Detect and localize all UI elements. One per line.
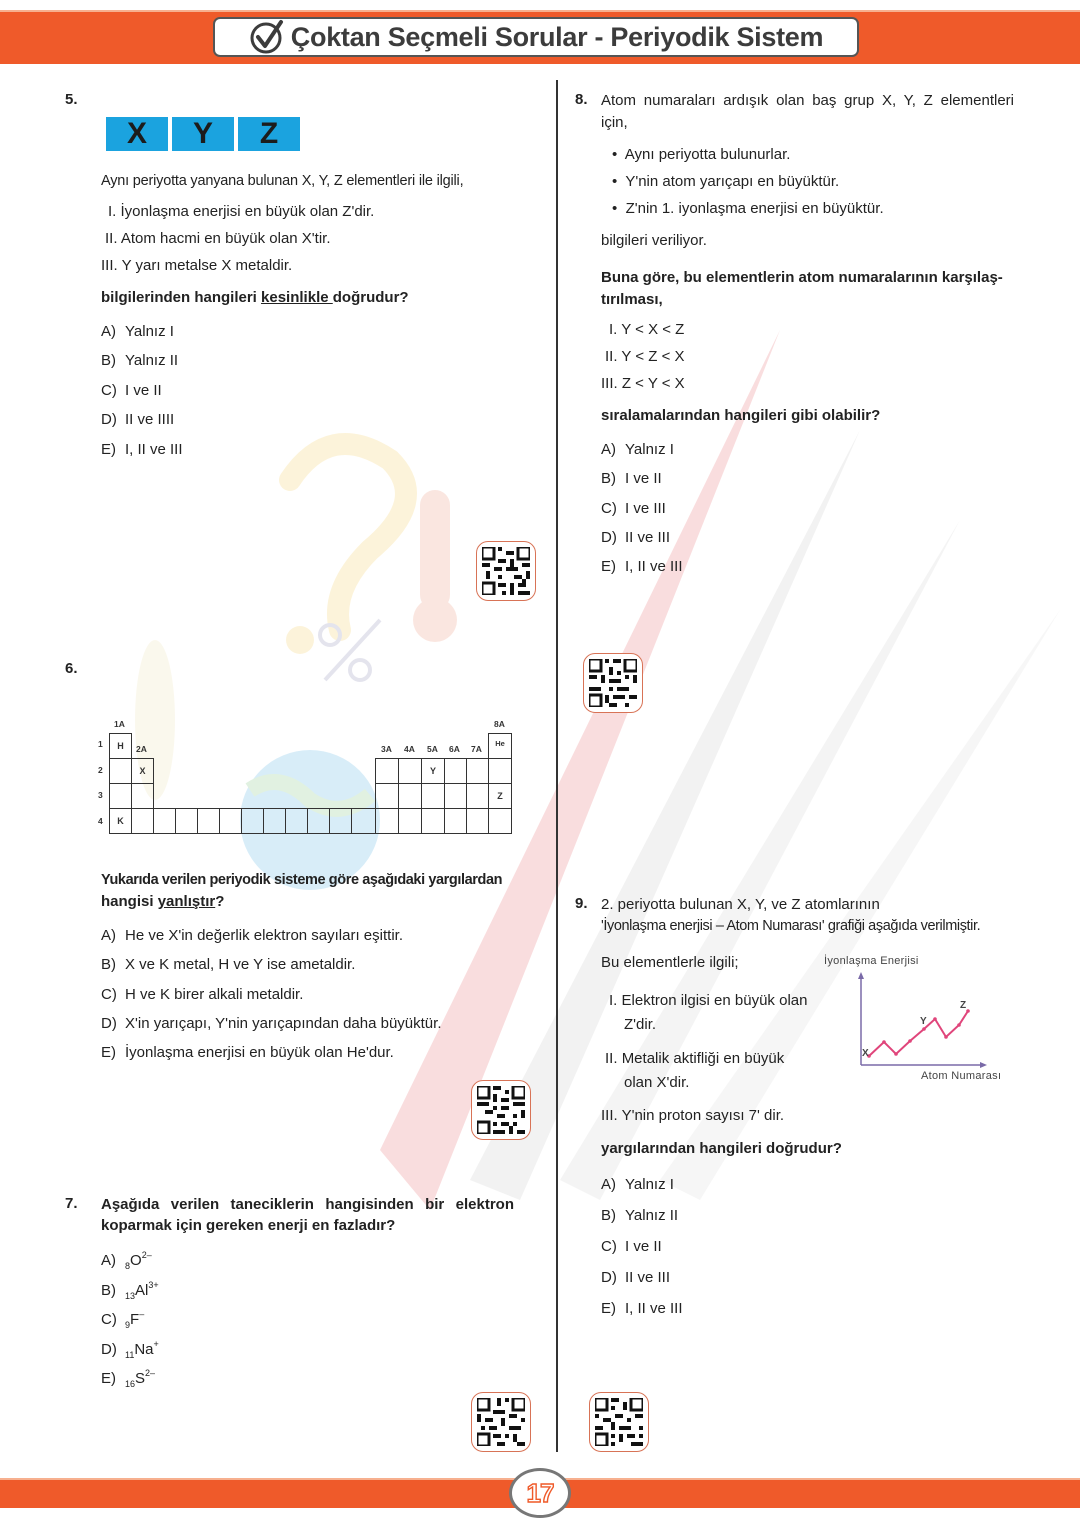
group-label: 7A	[471, 744, 482, 754]
qr-code-icon	[589, 659, 637, 707]
cell	[398, 758, 422, 784]
cell	[109, 758, 132, 784]
cell	[466, 758, 489, 784]
statement-1: I. Elektron ilgisi en büyük olan	[609, 992, 808, 1009]
question-intro: Aynı periyotta yanyana bulunan X, Y, Z elementleri ile ilgili,	[101, 173, 464, 189]
option-e[interactable]: E) I, II ve III	[101, 441, 183, 458]
element-box-y: Y	[172, 117, 234, 151]
bullet-icon: •	[612, 200, 618, 217]
cell-h: H	[109, 733, 132, 759]
group-label: 1A	[114, 719, 125, 729]
chart-xlabel: Atom Numarası	[921, 1070, 1002, 1082]
point-label-x: X	[862, 1048, 869, 1059]
question-stem-line2: hangisi yanlıştır?	[101, 893, 225, 910]
page-number: 17	[526, 1477, 554, 1508]
question-stem: bilgilerinden hangileri kesinlikle doğrudur?	[101, 289, 409, 306]
statement-3	[101, 257, 292, 274]
group-label: 6A	[449, 744, 460, 754]
cell	[444, 808, 467, 834]
element-box-z: Z	[238, 117, 300, 151]
option-d[interactable]: D) X'in yarıçapı, Y'nin yarıçapından daha büyüktür.	[101, 1015, 442, 1032]
cell-he: He	[488, 733, 512, 759]
option-b[interactable]: B) I ve II	[601, 470, 662, 487]
option-c[interactable]: C) I ve II	[601, 1238, 662, 1255]
option-a[interactable]: A) He ve X'in değerlik elektron sayıları eşittir.	[101, 927, 403, 944]
cell	[488, 808, 512, 834]
option-d[interactable]: D) II ve IIII	[101, 411, 175, 428]
option-e[interactable]: E) I, II ve III	[601, 1300, 683, 1317]
emphasis: kesinlikle	[261, 289, 333, 306]
cell	[444, 783, 467, 809]
option-c[interactable]: C) H ve K birer alkali metaldir.	[101, 986, 304, 1003]
ionization-energy-chart	[850, 968, 1000, 1073]
question-intro-line2: 'İyonlaşma enerjisi – Atom Numarası' grafiği aşağıda verilmiştir.	[601, 918, 981, 934]
option-c[interactable]: C) I ve III	[601, 500, 666, 517]
cell	[109, 783, 132, 809]
question-intro-line1: 2. periyotta bulunan X, Y, ve Z atomlarının	[601, 896, 880, 913]
qr-code-icon	[477, 1086, 525, 1134]
cell	[131, 808, 154, 834]
qr-code[interactable]	[589, 1392, 649, 1452]
question-number: 5.	[65, 91, 78, 108]
lead-text: Bu elementlerle ilgili;	[601, 954, 739, 971]
cell	[398, 808, 422, 834]
cell	[153, 808, 176, 834]
group-label: 3A	[381, 744, 392, 754]
cell	[219, 808, 242, 834]
qr-code[interactable]	[471, 1080, 531, 1140]
statement-3: III. Z < Y < X	[601, 375, 685, 392]
option-a[interactable]: A) Yalnız I	[101, 323, 174, 340]
option-b[interactable]: B) Yalnız II	[601, 1207, 679, 1224]
cell	[131, 783, 154, 809]
statement-2: II. Metalik aktifliği en büyük	[605, 1050, 785, 1067]
cell	[466, 808, 489, 834]
qr-code[interactable]	[476, 541, 536, 601]
chart-ylabel: İyonlaşma Enerjisi	[824, 955, 919, 967]
question-number: 8.	[575, 91, 588, 108]
option-e[interactable]: E) İyonlaşma enerjisi en büyük olan He'dur.	[101, 1044, 394, 1061]
question-stem-line2: tırılması,	[601, 291, 663, 308]
cell-x: X	[131, 758, 154, 784]
group-label: 4A	[404, 744, 415, 754]
given-text: bilgileri veriliyor.	[601, 232, 707, 249]
statement-roman: I.	[108, 203, 117, 220]
statement-text: İyonlaşma enerjisi en büyük olan Z'dir.	[120, 203, 375, 220]
question-number: 9.	[575, 895, 588, 912]
cell	[329, 808, 352, 834]
question-stem-line1: Yukarıda verilen periyodik sisteme göre aşağıdaki yargılardan	[101, 872, 503, 888]
option-c[interactable]: C) $_9$F–	[101, 1309, 145, 1330]
cell	[375, 783, 399, 809]
cell-y: Y	[421, 758, 445, 784]
question-stem-line1: Aşağıda verilen taneciklerin hangisinden bir elektron	[101, 1196, 514, 1213]
question-stem-line2: koparmak için gereken enerji en fazladır?	[101, 1217, 396, 1234]
statement-2-cont: olan X'dir.	[624, 1074, 690, 1091]
qr-code[interactable]	[471, 1392, 531, 1452]
cell	[197, 808, 220, 834]
group-label: 8A	[494, 719, 505, 729]
bullet-icon: •	[612, 173, 618, 190]
statement-1: I. Y < X < Z	[609, 321, 685, 338]
qr-code-icon	[477, 1398, 525, 1446]
period-label: 4	[98, 816, 103, 826]
cell	[351, 808, 376, 834]
question-intro-line2: için,	[601, 114, 628, 131]
column-divider	[556, 80, 558, 1452]
bullet-item: • Z'nin 1. iyonlaşma enerjisi en büyüktür.	[612, 200, 884, 217]
option-b[interactable]: B) X ve K metal, H ve Y ise ametaldir.	[101, 956, 356, 973]
page-number-badge	[509, 1468, 571, 1518]
option-e[interactable]: E) $_{16}S^{2-}$	[101, 1368, 156, 1389]
option-c[interactable]: C) I ve II	[101, 382, 162, 399]
option-b[interactable]: B) Yalnız II	[101, 352, 179, 369]
qr-code-icon	[595, 1398, 643, 1446]
question-end: sıralamalarından hangileri gibi olabilir?	[601, 407, 881, 424]
cell	[398, 783, 422, 809]
element-box-x: X	[106, 117, 168, 151]
point-label-z: Z	[960, 1000, 967, 1011]
option-d[interactable]: D) $_{11}$Na+	[101, 1339, 159, 1360]
group-label: 5A	[427, 744, 438, 754]
option-b[interactable]: B) $_{13}Al^{3+}$	[101, 1280, 159, 1301]
point-label-y: Y	[920, 1016, 927, 1027]
statement-2: II. Y < Z < X	[605, 348, 685, 365]
check-circle-icon	[249, 19, 285, 55]
cell-z: Z	[488, 783, 512, 809]
cell	[421, 783, 445, 809]
cell-k: K	[109, 808, 132, 834]
cell	[241, 808, 264, 834]
header-title-box	[213, 17, 859, 57]
option-a[interactable]: A) $_8O^{2-}$	[101, 1250, 152, 1271]
bullet-item: • Y'nin atom yarıçapı en büyüktür.	[612, 173, 840, 190]
statement-1	[108, 203, 374, 220]
option-d[interactable]: D) II ve III	[601, 1269, 671, 1286]
cell	[488, 758, 512, 784]
statement-text: Y yarı metalse X metaldir.	[121, 257, 293, 274]
period-label: 2	[98, 765, 103, 775]
qr-code[interactable]	[583, 653, 643, 713]
bullet-item: • Aynı periyotta bulunurlar.	[612, 146, 791, 163]
option-a[interactable]: A) Yalnız I	[601, 441, 674, 458]
statement-3: III. Y'nin proton sayısı 7' dir.	[601, 1107, 785, 1124]
cell	[421, 808, 445, 834]
cell	[375, 808, 399, 834]
page-title: Çoktan Seçmeli Sorular - Periyodik Sistem	[290, 21, 824, 52]
cell	[285, 808, 308, 834]
statement-roman: III.	[101, 257, 118, 274]
cell	[307, 808, 330, 834]
question-end: yargılarından hangileri doğrudur?	[601, 1140, 842, 1157]
cell	[466, 783, 489, 809]
qr-code-icon	[482, 547, 530, 595]
question-intro-line1: Atom numaraları ardışık olan baş grup X, Y, Z elementleri	[601, 92, 1014, 109]
statement-1-cont: Z'dir.	[624, 1016, 657, 1033]
period-label: 3	[98, 790, 103, 800]
statement-roman: II.	[105, 230, 118, 247]
bullet-icon: •	[612, 146, 618, 163]
cell	[375, 758, 399, 784]
question-stem-line1: Buna göre, bu elementlerin atom numaralarının karşılaş-	[601, 269, 1003, 286]
statement-2	[105, 230, 331, 247]
cell	[444, 758, 467, 784]
question-number: 7.	[65, 1195, 78, 1212]
option-a[interactable]: A) Yalnız I	[601, 1176, 674, 1193]
group-label: 2A	[136, 744, 147, 754]
option-e[interactable]: E) I, II ve III	[601, 558, 683, 575]
cell	[263, 808, 286, 834]
option-d[interactable]: D) II ve III	[601, 529, 671, 546]
period-label: 1	[98, 739, 103, 749]
question-number: 6.	[65, 660, 78, 677]
statement-text: Atom hacmi en büyük olan X'tir.	[120, 230, 331, 247]
cell	[175, 808, 198, 834]
emphasis: yanlıştır	[157, 893, 216, 910]
